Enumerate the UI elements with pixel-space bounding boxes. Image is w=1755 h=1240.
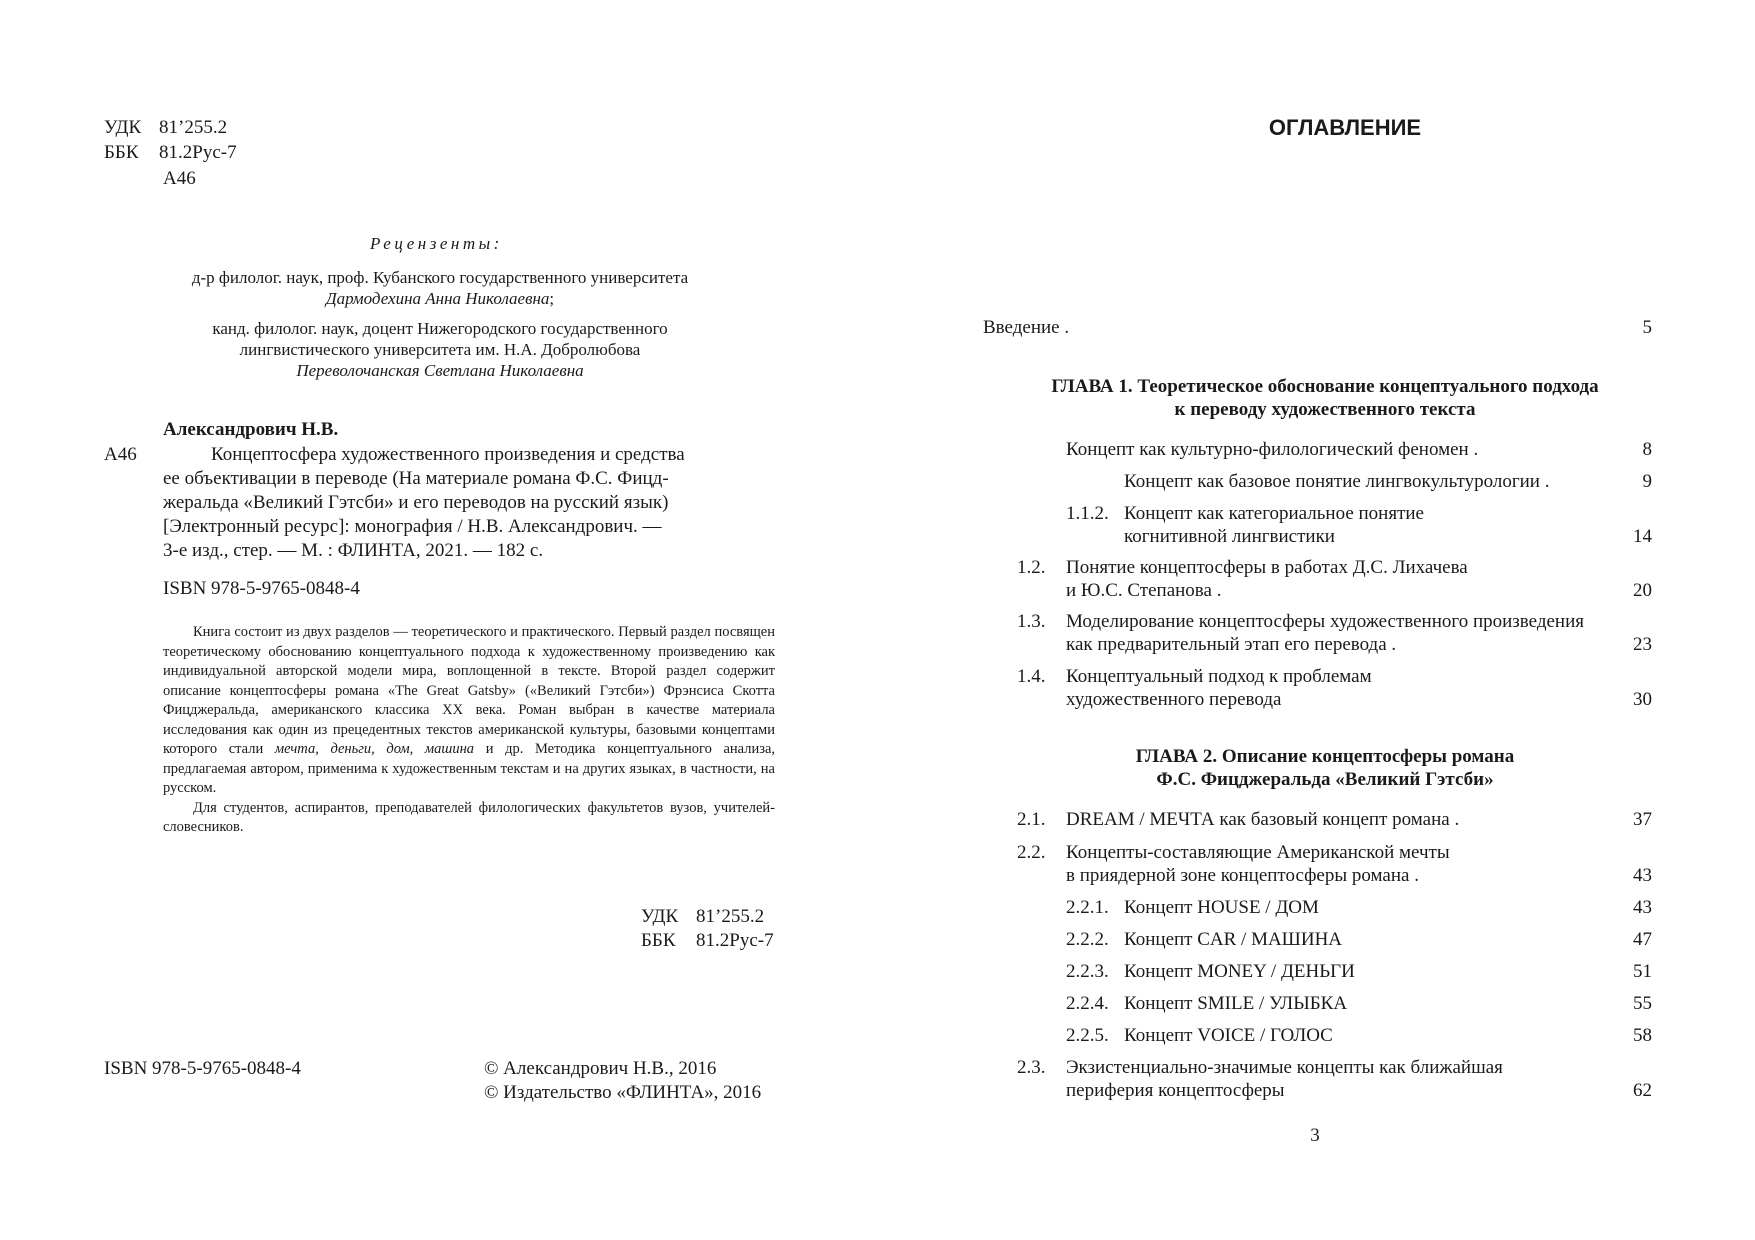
toc-entry-page: 51 (1633, 961, 1652, 982)
toc-entry-title: Концепты-составляющие Американской мечты (1066, 842, 1450, 863)
chapter1-heading-line2: к переводу художественного текста (1174, 399, 1476, 420)
reviewer1-suffix: ; (549, 289, 555, 308)
margin-mark: А46 (104, 444, 137, 465)
udk2-label: УДК (641, 906, 679, 927)
toc-entry-page: 23 (1633, 634, 1652, 655)
toc-entry-page: 14 (1633, 526, 1652, 547)
book-author: Александрович Н.В. (163, 419, 339, 440)
chapter1-heading-line1: ГЛАВА 1. Теоретическое обоснование концептуального подхода (1051, 376, 1599, 397)
toc-entry-page: 37 (1633, 809, 1652, 830)
bbk2-label: ББК (641, 930, 676, 951)
toc-title: ОГЛАВЛЕНИЕ (1268, 115, 1422, 140)
bbk-line-bottom (641, 930, 774, 952)
bbk-value: 81.2Рус-7 (159, 142, 237, 163)
toc-entry-title: Концептуальный подход к проблемам (1066, 666, 1372, 687)
toc-entry-number: 2.2.2. (1066, 929, 1109, 950)
toc-entry-title: DREAM / МЕЧТА как базовый концепт романа . (1066, 809, 1460, 830)
reviewer1-affiliation: д-р филолог. наук, проф. Кубанского государственного университета (191, 268, 689, 287)
toc-entry-number: 2.2. (1017, 842, 1046, 863)
abstract-italic: мечта, деньги, дом, машина (274, 741, 475, 757)
bbk2-value: 81.2Рус-7 (696, 930, 774, 951)
description-line-5: 3-е изд., стер. — М. : ФЛИНТА, 2021. — 182 с. (163, 540, 544, 561)
toc-entry-number: 2.1. (1017, 809, 1046, 830)
copyright-author: © Александрович Н.В., 2016 (484, 1058, 717, 1079)
bbk-line (104, 142, 237, 164)
toc-entry-title: Концепт MONEY / ДЕНЬГИ (1124, 961, 1355, 982)
toc-entry-title: Концепт HOUSE / ДОМ (1124, 897, 1319, 918)
description-line-4: [Электронный ресурс]: монография / Н.В. Александрович. — (163, 516, 662, 537)
abstract-paragraph-1 (163, 623, 775, 799)
toc-entry-number: 1.4. (1017, 666, 1046, 687)
toc-entry-title: Концепт как культурно-филологический феномен . (1066, 439, 1479, 460)
abstract (163, 623, 775, 838)
chapter2-heading-line1: ГЛАВА 2. Описание концептосферы романа (1135, 746, 1515, 767)
toc-entry-title: Понятие концептосферы в работах Д.С. Лихачева (1066, 557, 1468, 578)
reviewer2-affiliation-2: лингвистического университета им. Н.А. Добролюбова (239, 340, 641, 359)
toc-entry-number: 2.2.3. (1066, 961, 1109, 982)
abstract-text-a: Книга состоит из двух разделов — теоретического и практического. Первый раздел посвящен теоретическому обоснованию концептуального подхода к художественному произведению как индивидуальной авторской модели мира, воплощенной в тексте. Второй раздел содержит описание концептосферы романа «The Great Gatsby» («Великий Гэтсби») Фрэнсиса Скотта Фицджеральда, американского классика XX века. Роман выбран в качестве материала исследования как один из прецедентных текстов американской культуры, базовыми концептами которого стали (163, 624, 775, 757)
toc-entry-title-cont: художественного перевода (1066, 689, 1282, 710)
abstract-text-b: и др. Методика концептуального анализа, предлагаемая автором, применима к художественным текстам и на других языках, в частности, на русском. (163, 741, 776, 796)
description-line-1: Концептосфера художественного произведения и средства (211, 444, 685, 465)
toc-entry-number: 2.2.1. (1066, 897, 1109, 918)
description-line-2: ее объективации в переводе (На материале романа Ф.С. Фицд- (163, 468, 669, 489)
toc-entry-title-cont: как предварительный этап его перевода . (1066, 634, 1397, 655)
udk2-value: 81’255.2 (696, 906, 765, 927)
udk-line-bottom (641, 906, 764, 928)
toc-intro-page: 5 (1642, 317, 1652, 338)
chapter2-heading-line2: Ф.С. Фицджеральда «Великий Гэтсби» (1156, 769, 1494, 790)
toc-entry-page: 8 (1642, 439, 1652, 460)
toc-entry-title-cont: и Ю.С. Степанова . (1066, 580, 1222, 601)
toc-entry-title: Экзистенциально-значимые концепты как ближайшая (1066, 1057, 1503, 1078)
reviewer1-name: Дармодехина Анна Николаевна (325, 289, 550, 308)
udk-line (104, 117, 227, 139)
toc-entry-page: 58 (1633, 1025, 1652, 1046)
toc-entry-number: 1.1.2. (1066, 503, 1109, 524)
udk-value: 81’255.2 (159, 117, 228, 138)
bottom-isbn: ISBN 978-5-9765-0848-4 (104, 1058, 301, 1079)
toc-entry-page: 43 (1633, 865, 1652, 886)
copyright-publisher: © Издательство «ФЛИНТА», 2016 (484, 1082, 762, 1103)
toc-entry-number: 2.2.4. (1066, 993, 1109, 1014)
reviewer2-name: Переволочанская Светлана Николаевна (296, 361, 584, 380)
toc-entry-title-cont: в приядерной зоне концептосферы романа . (1066, 865, 1419, 886)
toc-entry-page: 9 (1642, 471, 1652, 492)
toc-entry-number: 2.3. (1017, 1057, 1046, 1078)
toc-entry-page: 20 (1633, 580, 1652, 601)
toc-intro-title: Введение . (983, 317, 1070, 338)
toc-entry-title: Концепт как базовое понятие лингвокультурологии . (1124, 471, 1550, 492)
toc-entry-title: Концепт как категориальное понятие (1124, 503, 1424, 524)
toc-entry-title: Концепт SMILE / УЛЫБКА (1124, 993, 1348, 1014)
isbn-line: ISBN 978-5-9765-0848-4 (163, 578, 360, 599)
toc-entry-title: Моделирование концептосферы художественного произведения (1066, 611, 1585, 632)
udk-label: УДК (104, 117, 142, 138)
author-mark: А46 (163, 168, 196, 189)
reviewers-heading: Рецензенты: (370, 234, 503, 253)
reviewer1-name-line (100, 288, 780, 310)
description-line-3: жеральда «Великий Гэтсби» и его переводов на русский язык) (163, 492, 669, 513)
toc-entry-number: 1.2. (1017, 557, 1046, 578)
toc-entry-page: 55 (1633, 993, 1652, 1014)
reviewer2-affiliation-1: канд. филолог. наук, доцент Нижегородского государственного (212, 319, 668, 338)
toc-entry-page: 62 (1633, 1080, 1652, 1101)
toc-entry-number: 2.2.5. (1066, 1025, 1109, 1046)
toc-entry-title-cont: когнитивной лингвистики (1124, 526, 1335, 547)
toc-entry-page: 47 (1633, 929, 1652, 950)
toc-entry-title: Концепт VOICE / ГОЛОС (1124, 1025, 1333, 1046)
abstract-paragraph-2: Для студентов, аспирантов, преподавателей филологических факультетов вузов, учителей-словесников. (163, 799, 775, 835)
page-number: 3 (1310, 1125, 1320, 1146)
toc-entry-page: 30 (1633, 689, 1652, 710)
toc-entry-number: 1.3. (1017, 611, 1046, 632)
bbk-label: ББК (104, 142, 139, 163)
toc-entry-page: 43 (1633, 897, 1652, 918)
toc-entry-title: Концепт CAR / МАШИНА (1124, 929, 1343, 950)
toc-entry-title-cont: периферия концептосферы (1066, 1080, 1285, 1101)
